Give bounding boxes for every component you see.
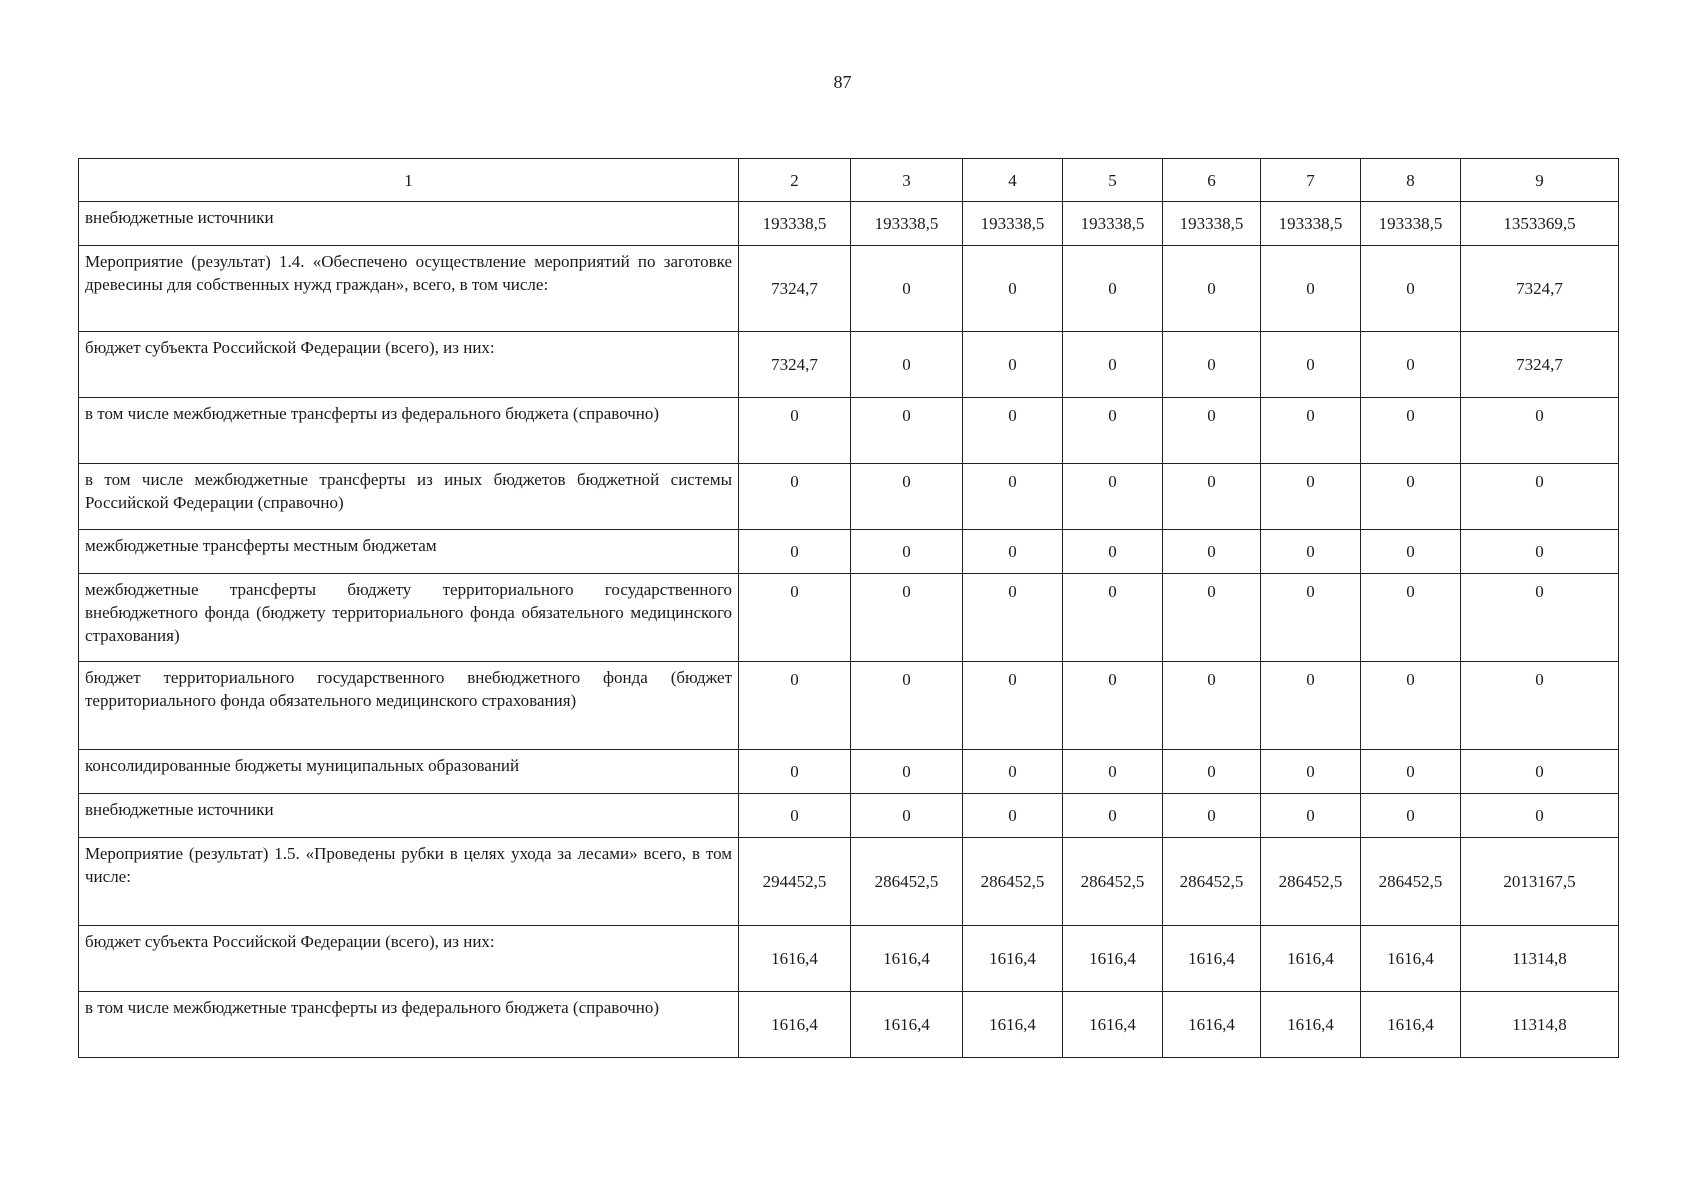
cell-value: 1616,4 — [739, 992, 851, 1058]
cell-value: 7324,7 — [1461, 332, 1619, 398]
row-label: межбюджетные трансферты бюджету территориального государственного внебюджетного фонда (бюджету территориального фонда обязательного медицинского страхования) — [79, 574, 739, 662]
cell-value: 0 — [1261, 750, 1361, 794]
col-header: 6 — [1163, 159, 1261, 202]
cell-value: 1616,4 — [1063, 926, 1163, 992]
cell-value: 193338,5 — [963, 202, 1063, 246]
cell-value: 0 — [739, 464, 851, 530]
row-label: в том числе межбюджетные трансферты из федерального бюджета (справочно) — [79, 398, 739, 464]
cell-value: 0 — [963, 574, 1063, 662]
cell-value: 0 — [1163, 464, 1261, 530]
col-header: 7 — [1261, 159, 1361, 202]
cell-value: 0 — [1361, 794, 1461, 838]
cell-value: 0 — [851, 246, 963, 332]
cell-value: 0 — [1163, 332, 1261, 398]
cell-value: 0 — [1361, 750, 1461, 794]
cell-value: 1353369,5 — [1461, 202, 1619, 246]
page-number: 87 — [833, 72, 852, 92]
table-row — [79, 246, 1619, 332]
cell-value: 0 — [963, 398, 1063, 464]
cell-value: 0 — [963, 794, 1063, 838]
cell-value: 0 — [851, 332, 963, 398]
cell-value: 11314,8 — [1461, 926, 1619, 992]
cell-value: 0 — [851, 794, 963, 838]
table-row — [79, 464, 1619, 530]
cell-value: 7324,7 — [739, 246, 851, 332]
cell-value: 0 — [1163, 246, 1261, 332]
col-header: 8 — [1361, 159, 1461, 202]
cell-value: 0 — [851, 574, 963, 662]
table-row — [79, 202, 1619, 246]
cell-value: 0 — [963, 246, 1063, 332]
row-label: консолидированные бюджеты муниципальных образований — [79, 750, 739, 794]
cell-value: 0 — [1261, 794, 1361, 838]
cell-value: 0 — [851, 398, 963, 464]
cell-value: 0 — [1063, 662, 1163, 750]
cell-value: 286452,5 — [963, 838, 1063, 926]
cell-value: 1616,4 — [851, 926, 963, 992]
cell-value: 0 — [1063, 574, 1163, 662]
col-header: 1 — [79, 159, 739, 202]
cell-value: 0 — [963, 332, 1063, 398]
cell-value: 286452,5 — [1063, 838, 1163, 926]
cell-value: 0 — [1261, 332, 1361, 398]
table-row — [79, 662, 1619, 750]
cell-value: 0 — [963, 750, 1063, 794]
table-row — [79, 332, 1619, 398]
cell-value: 0 — [1461, 398, 1619, 464]
cell-value: 1616,4 — [1163, 992, 1261, 1058]
col-header: 5 — [1063, 159, 1163, 202]
row-label: бюджет территориального государственного внебюджетного фонда (бюджет территориального фонда обязательного медицинского страхования) — [79, 662, 739, 750]
cell-value: 0 — [1461, 530, 1619, 574]
cell-value: 286452,5 — [1361, 838, 1461, 926]
cell-value: 0 — [1163, 662, 1261, 750]
col-header: 3 — [851, 159, 963, 202]
row-label: внебюджетные источники — [79, 202, 739, 246]
cell-value: 0 — [1361, 398, 1461, 464]
cell-value: 193338,5 — [1361, 202, 1461, 246]
cell-value: 0 — [1063, 464, 1163, 530]
cell-value: 0 — [1461, 662, 1619, 750]
cell-value: 0 — [739, 750, 851, 794]
table-row — [79, 530, 1619, 574]
cell-value: 0 — [1261, 574, 1361, 662]
table-row — [79, 398, 1619, 464]
cell-value: 0 — [1361, 464, 1461, 530]
cell-value: 286452,5 — [1163, 838, 1261, 926]
cell-value: 0 — [1261, 398, 1361, 464]
cell-value: 0 — [1163, 794, 1261, 838]
cell-value: 193338,5 — [739, 202, 851, 246]
cell-value: 0 — [1261, 246, 1361, 332]
cell-value: 0 — [851, 750, 963, 794]
cell-value: 193338,5 — [1261, 202, 1361, 246]
table-row — [79, 794, 1619, 838]
cell-value: 0 — [1461, 750, 1619, 794]
cell-value: 1616,4 — [1361, 992, 1461, 1058]
cell-value: 0 — [1361, 662, 1461, 750]
cell-value: 1616,4 — [1163, 926, 1261, 992]
cell-value: 0 — [851, 530, 963, 574]
cell-value: 0 — [739, 662, 851, 750]
cell-value: 1616,4 — [1063, 992, 1163, 1058]
cell-value: 0 — [1361, 332, 1461, 398]
cell-value: 0 — [851, 662, 963, 750]
cell-value: 2013167,5 — [1461, 838, 1619, 926]
row-label: в том числе межбюджетные трансферты из иных бюджетов бюджетной системы Российской Федерации (справочно) — [79, 464, 739, 530]
cell-value: 0 — [963, 662, 1063, 750]
col-header: 4 — [963, 159, 1063, 202]
cell-value: 286452,5 — [1261, 838, 1361, 926]
cell-value: 0 — [739, 794, 851, 838]
col-header: 9 — [1461, 159, 1619, 202]
cell-value: 7324,7 — [739, 332, 851, 398]
row-label: бюджет субъекта Российской Федерации (всего), из них: — [79, 926, 739, 992]
cell-value: 1616,4 — [963, 992, 1063, 1058]
header-row — [79, 159, 1619, 202]
cell-value: 0 — [1063, 246, 1163, 332]
cell-value: 1616,4 — [1361, 926, 1461, 992]
cell-value: 0 — [1461, 794, 1619, 838]
cell-value: 0 — [1261, 530, 1361, 574]
cell-value: 0 — [963, 530, 1063, 574]
table-row — [79, 574, 1619, 662]
cell-value: 0 — [739, 530, 851, 574]
cell-value: 0 — [1261, 662, 1361, 750]
cell-value: 0 — [1063, 530, 1163, 574]
row-label: внебюджетные источники — [79, 794, 739, 838]
cell-value: 0 — [1461, 464, 1619, 530]
cell-value: 0 — [1163, 398, 1261, 464]
cell-value: 286452,5 — [851, 838, 963, 926]
row-label: Мероприятие (результат) 1.5. «Проведены рубки в целях ухода за лесами» всего, в том числе: — [79, 838, 739, 926]
cell-value: 0 — [1461, 574, 1619, 662]
budget-table — [78, 158, 1619, 1058]
row-label: бюджет субъекта Российской Федерации (всего), из них: — [79, 332, 739, 398]
cell-value: 193338,5 — [1163, 202, 1261, 246]
cell-value: 0 — [1063, 794, 1163, 838]
cell-value: 0 — [1163, 530, 1261, 574]
cell-value: 1616,4 — [963, 926, 1063, 992]
cell-value: 0 — [851, 464, 963, 530]
cell-value: 193338,5 — [851, 202, 963, 246]
cell-value: 0 — [1163, 750, 1261, 794]
cell-value: 0 — [1361, 574, 1461, 662]
col-header: 2 — [739, 159, 851, 202]
cell-value: 0 — [739, 398, 851, 464]
cell-value: 0 — [1361, 530, 1461, 574]
cell-value: 7324,7 — [1461, 246, 1619, 332]
row-label: межбюджетные трансферты местным бюджетам — [79, 530, 739, 574]
table-row — [79, 838, 1619, 926]
cell-value: 0 — [1063, 750, 1163, 794]
cell-value: 1616,4 — [1261, 926, 1361, 992]
cell-value: 0 — [963, 464, 1063, 530]
table-row — [79, 992, 1619, 1058]
cell-value: 0 — [1261, 464, 1361, 530]
cell-value: 0 — [1361, 246, 1461, 332]
cell-value: 1616,4 — [1261, 992, 1361, 1058]
cell-value: 11314,8 — [1461, 992, 1619, 1058]
cell-value: 294452,5 — [739, 838, 851, 926]
table-row — [79, 750, 1619, 794]
row-label: в том числе межбюджетные трансферты из федерального бюджета (справочно) — [79, 992, 739, 1058]
table-row — [79, 926, 1619, 992]
cell-value: 1616,4 — [851, 992, 963, 1058]
cell-value: 0 — [1063, 398, 1163, 464]
cell-value: 193338,5 — [1063, 202, 1163, 246]
cell-value: 0 — [739, 574, 851, 662]
row-label: Мероприятие (результат) 1.4. «Обеспечено осуществление мероприятий по заготовке древесины для собственных нужд граждан», всего, в том числе: — [79, 246, 739, 332]
cell-value: 0 — [1163, 574, 1261, 662]
cell-value: 1616,4 — [739, 926, 851, 992]
cell-value: 0 — [1063, 332, 1163, 398]
